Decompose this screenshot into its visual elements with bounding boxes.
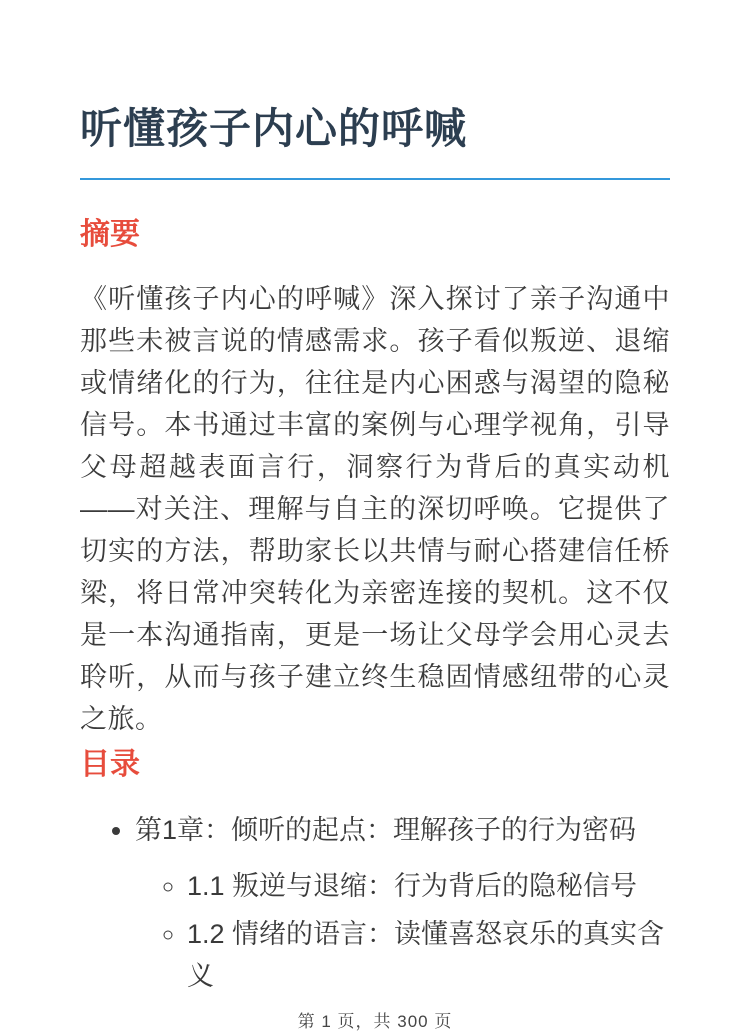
abstract-paragraph: 《听懂孩子内心的呼喊》深入探讨了亲子沟通中那些未被言说的情感需求。孩子看似叛逆、退缩或情绪化的行为，往往是内心困惑与渴望的隐秘信号。本书通过丰富的案例与心理学视角，引导父母超越表面言行，洞察行为背后的真实动机——对关注、理解与自主的深切呼唤。它提供了切实的方法，帮助家长以共情与耐心搭建信任桥梁，将日常冲突转化为亲密连接的契机。这不仅是一本沟通指南，更是一场让父母学会用心灵去聆听，从而与孩子建立终生稳固情感纽带的心灵之旅。 [80,283,670,734]
page-number: 第 1 页，共 300 页 [297,1012,453,1032]
toc-heading: 目录 [80,747,140,781]
toc-list [80,809,670,1003]
toc-section-list [135,865,670,997]
abstract-heading: 摘要 [80,218,140,252]
toc-section-item: ◦ 1.2 情绪的语言：读懂喜怒哀乐的真实含义 [187,913,670,997]
toc-chapter-item [135,809,670,997]
toc-section-item: ◦ 1.1 叛逆与退缩：行为背后的隐秘信号 [187,865,670,907]
page-title: 听懂孩子内心的呼喊 [80,104,670,180]
toc-chapter-label: 第1章：倾听的起点：理解孩子的行为密码 [135,815,637,846]
